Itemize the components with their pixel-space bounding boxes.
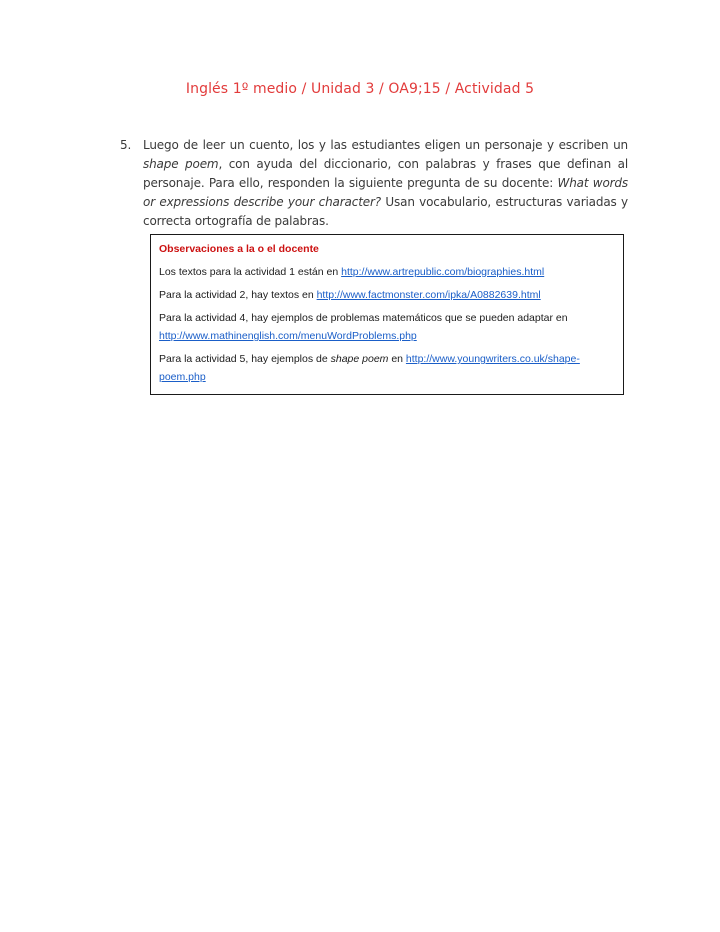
observation-item-activity-5 [159,350,613,386]
observations-heading: Observaciones a la o el docente [159,243,319,255]
activity-text-italic-question: What words or expressions describe your character? [143,176,628,209]
observation-item-activity-4 [159,309,613,345]
observation-text-italic-shape-poem: shape poem [330,353,389,365]
activity-text-segment: , con ayuda del diccionario, con palabras y frases que definan al personaje. Para ello, responden la siguiente pregunta de su docente: [143,157,628,190]
observations-box [150,234,624,395]
observation-text: Para la actividad 4, hay ejemplos de problemas matemáticos que se pueden adaptar en [159,312,568,324]
observation-text: en [388,353,406,365]
observation-text: Para la actividad 5, hay ejemplos de [159,353,331,365]
activity-item [120,136,628,231]
observation-link-factmonster[interactable]: http://www.factmonster.com/ipka/A0882639.html [316,289,541,301]
activity-text-segment: Luego de leer un cuento, los y las estudiantes eligen un personaje y escriben un [143,138,628,152]
activity-text-italic-shape-poem: shape poem [143,157,219,171]
observation-text: Para la actividad 2, hay textos en [159,289,317,301]
observation-text: Los textos para la actividad 1 están en [159,266,342,278]
activity-text-segment: Usan vocabulario, estructuras variadas y correcta ortografía de palabras. [143,195,628,228]
page-title: Inglés 1º medio / Unidad 3 / OA9;15 / Actividad 5 [185,81,535,97]
observation-link-artrepublic[interactable]: http://www.artrepublic.com/biographies.html [341,266,545,278]
observation-link-mathinenglish[interactable]: http://www.mathinenglish.com/menuWordProblems.php [159,330,417,342]
observation-item-activity-2 [159,286,613,304]
activity-number: 5. [120,138,132,152]
observation-item-activity-1 [159,263,613,281]
activity-text [143,136,628,231]
observation-link-youngwriters[interactable]: http://www.youngwriters.co.uk/shape-poem.php [159,353,580,383]
